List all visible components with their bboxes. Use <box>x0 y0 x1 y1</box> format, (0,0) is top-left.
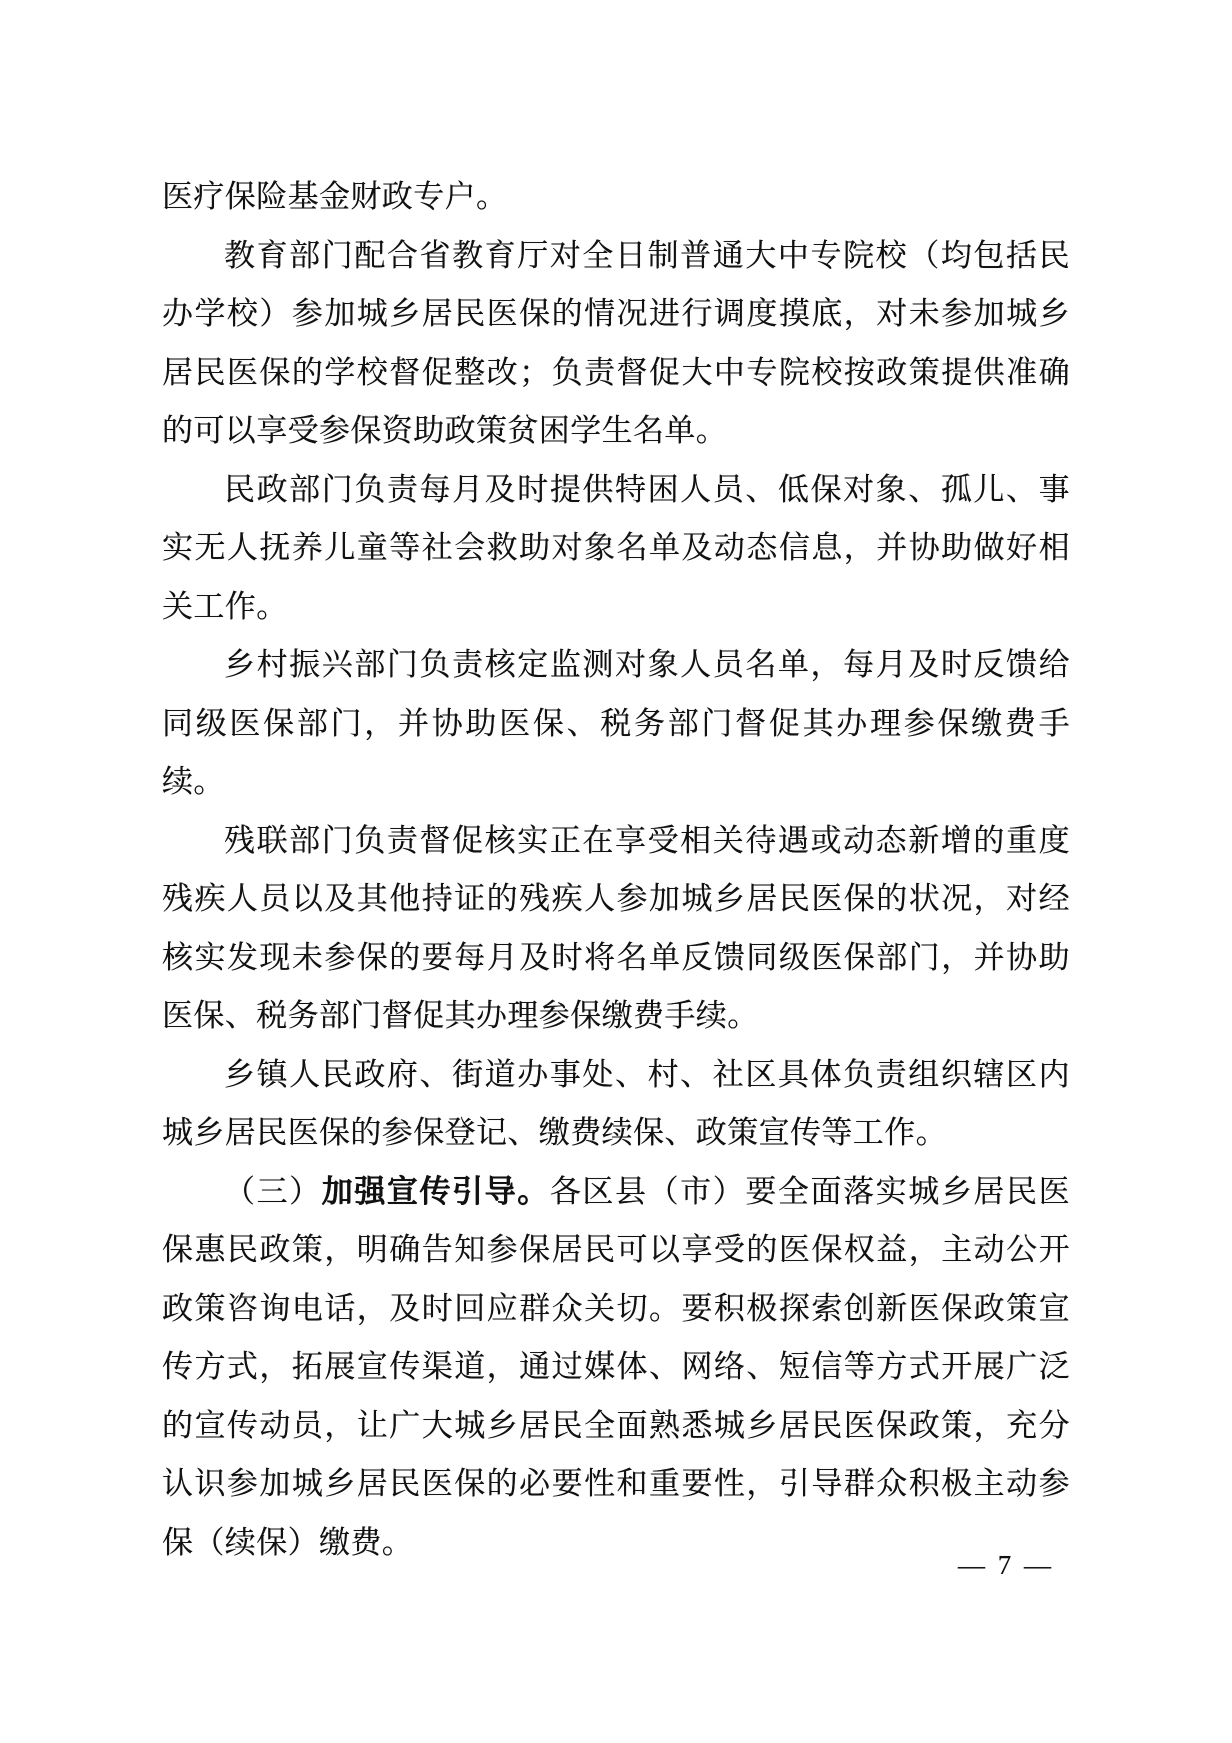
paragraph-text: 医疗保险基金财政专户。 <box>162 179 508 214</box>
paragraph-text: 教育部门配合省教育厅对全日制普通大中专院校（均包括民办学校）参加城乡居民医保的情况进行调度摸底，对未参加城乡居民医保的学校督促整改；负责督促大中专院校按政策提供准确的可以享受参保资助政策贫困学生名单。 <box>162 237 1070 448</box>
paragraph <box>162 636 1070 812</box>
paragraph-heading-run: 加强宣传引导。 <box>321 1173 550 1209</box>
paragraph-text: （三） <box>224 1173 322 1209</box>
paragraph <box>162 168 1070 227</box>
paragraph-text: 乡镇人民政府、街道办事处、村、社区具体负责组织辖区内城乡居民医保的参保登记、缴费续保、政策宣传等工作。 <box>162 1056 1070 1150</box>
page-number: — 7 — <box>958 1550 1054 1580</box>
paragraph-text: 各区县（市）要全面落实城乡居民医保惠民政策，明确告知参保居民可以享受的医保权益，主动公开政策咨询电话，及时回应群众关切。要积极探索创新医保政策宣传方式，拓展宣传渠道，通过媒体、网络、短信等方式开展广泛的宣传动员，让广大城乡居民全面熟悉城乡居民医保政策，充分认识参加城乡居民医保的必要性和重要性，引导群众积极主动参保（续保）缴费。 <box>162 1173 1070 1560</box>
paragraph <box>162 812 1070 1046</box>
paragraph <box>162 1046 1070 1163</box>
paragraph-text: 乡村振兴部门负责核定监测对象人员名单，每月及时反馈给同级医保部门，并协助医保、税务部门督促其办理参保缴费手续。 <box>162 647 1070 799</box>
document-body <box>162 168 1070 1572</box>
paragraph-text: 民政部门负责每月及时提供特困人员、低保对象、孤儿、事实无人抚养儿童等社会救助对象名单及动态信息，并协助做好相关工作。 <box>162 471 1070 624</box>
paragraph-text: 残联部门负责督促核实正在享受相关待遇或动态新增的重度残疾人员以及其他持证的残疾人参加城乡居民医保的状况，对经核实发现未参保的要每月及时将名单反馈同级医保部门，并协助医保、税务部门督促其办理参保缴费手续。 <box>162 822 1070 1033</box>
paragraph <box>162 1163 1070 1573</box>
paragraph <box>162 227 1070 461</box>
paragraph <box>162 461 1070 637</box>
